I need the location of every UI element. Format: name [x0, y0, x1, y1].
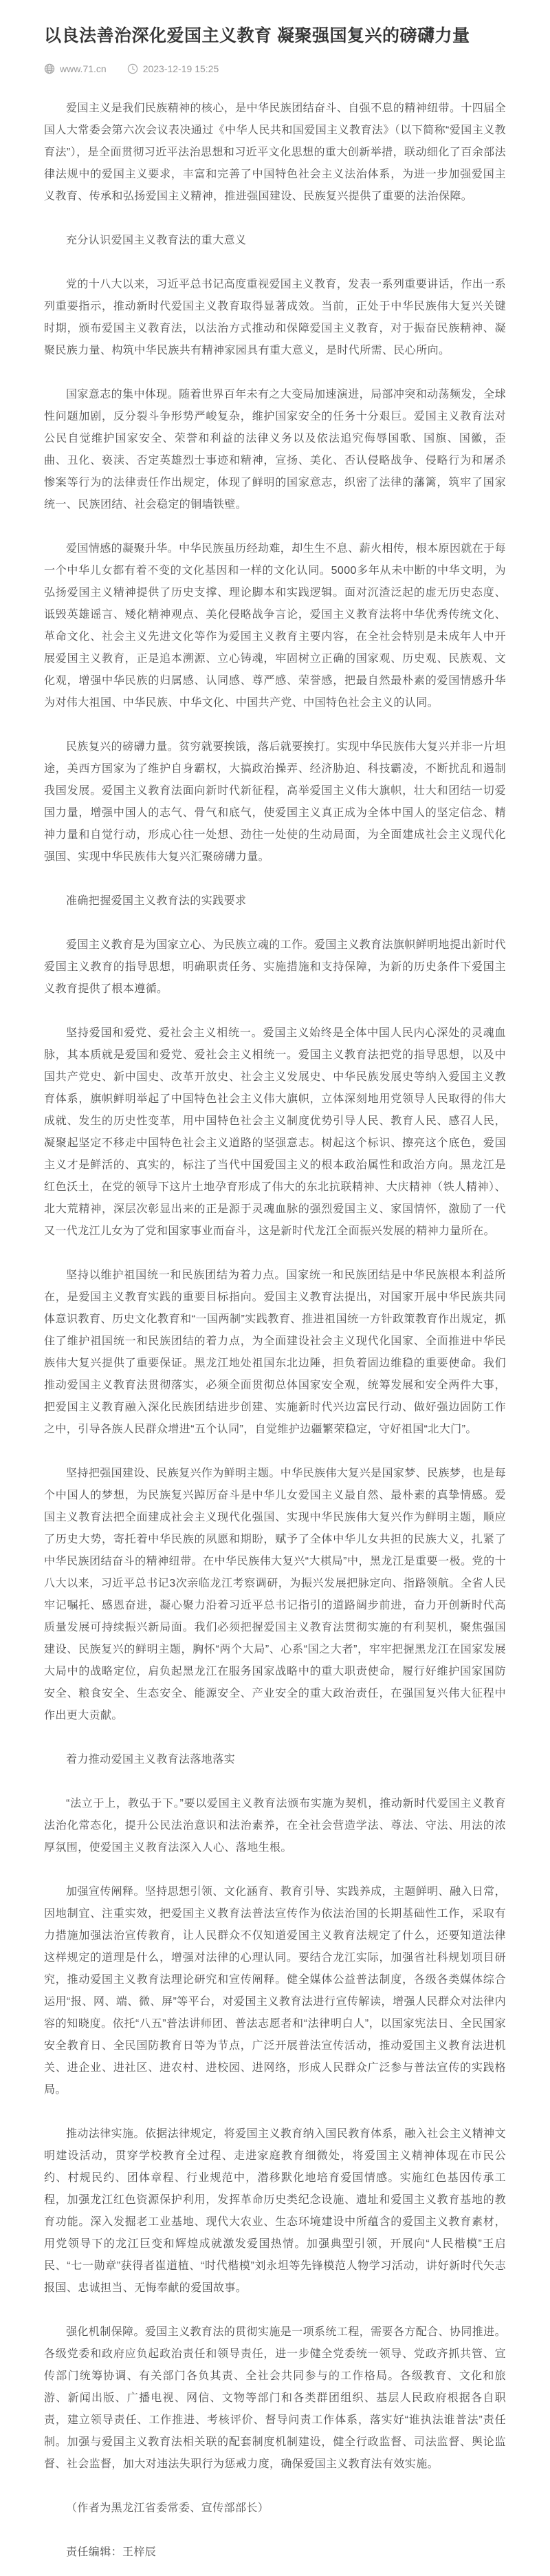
paragraph: 爱国主义教育是为国家立心、为民族立魂的工作。爱国主义教育法旗帜鲜明地提出新时代爱国主义教育的指导思想，明确职责任务、实施措施和支持保障，为新的历史条件下爱国主义教育提供了根本遵循。: [44, 939, 506, 996]
source-label: www.71.cn: [60, 63, 107, 75]
paragraph: 国家意志的集中体现。随着世界百年未有之大变局加速演进，局部冲突和动荡频发，全球性问题加剧，反分裂斗争形势严峻复杂，维护国家安全的任务十分艰巨。爱国主义教育法对公民自觉维护国家安全、荣誉和利益的法律义务以及依法追究侮辱国歌、国旗、国徽，歪曲、丑化、亵渎、否定英雄烈士事迹和精神，宣扬、美化、否认侵略战争、侵略行为和屠杀惨案等行为的法律责任作出规定，体现了鲜明的国家意志，织密了法律的藩篱，筑牢了国家统一、民族团结、社会稳定的铜墙铁壁。: [44, 389, 506, 511]
paragraph: 加强宣传阐释。坚持思想引领、文化涵育、教育引导、实践养成，主题鲜明、融入日常，因地制宜、注重实效，把爱国主义教育法普法宣传作为依法治国的长期基础性工作，采取有力措施加强法治宣传教育，让人民群众不仅知道爱国主义教育法规定了什么，还要知道法律这样规定的道理是什么，增强对法律的心理认同。要结合龙江实际，加强省社科规划项目研究，推动爱国主义教育法理论研究和宣传阐释。健全媒体公益普法制度，各级各类媒体综合运用“报、网、端、微、屏”等平台，对爱国主义教育法进行宣传解读，增强人民群众对法律内容的知晓度。依托“八五”普法讲师团、普法志愿者和“法律明白人”，以国家宪法日、全民国家安全教育日、全民国防教育日等为节点，广泛开展普法宣传活动，推动爱国主义教育法进机关、进企业、进社区、进农村、进校园、进网络，形成人民群众广泛参与普法宣传的实践格局。: [44, 1886, 506, 2096]
globe-icon: [44, 63, 55, 74]
paragraph: 推动法律实施。依据法律规定，将爱国主义教育纳入国民教育体系，融入社会主义精神文明建设活动，贯穿学校教育全过程、走进家庭教育细微处，将爱国主义精神体现在市民公约、村规民约、团体章程、行业规范中，潜移默化地培育爱国情感。实施红色基因传承工程，加强龙江红色资源保护利用，发挥革命历史类纪念设施、遗址和爱国主义教育基地的教育功能。深入发掘老工业基地、现代大农业、生态环境建设中所蕴含的爱国主义教育素材，用党领导下的龙江巨变和辉煌成就激发爱国热情。加强典型引领，开展向“人民楷模”王启民、“七一勋章”获得者崔道植、“时代楷模”刘永坦等先锋模范人物学习活动，讲好新时代矢志报国、忠诚担当、无悔奉献的爱国故事。: [44, 2128, 506, 2295]
clock-icon: [127, 63, 138, 74]
section-heading: 着力推动爱国主义教育法落地落实: [66, 1754, 236, 1766]
author-note: （作者为黑龙江省委常委、宣传部部长）: [66, 2502, 270, 2515]
paragraph: 坚持以维护祖国统一和民族团结为着力点。国家统一和民族团结是中华民族根本利益所在，是爱国主义教育实践的重要目标指向。爱国主义教育法提出，对国家开展中华民族共同体意识教育、历史文化教育和“一国两制”实践教育、推进祖国统一方针政策教育作出规定，抓住了维护祖国统一和民族团结的着力点，为全面建设社会主义现代化国家、全面推进中华民族伟大复兴提供了重要保证。黑龙江地处祖国东北边陲，担负着固边维稳的重要使命。我们推动爱国主义教育法贯彻落实，必须全面贯彻总体国家安全观，统筹发展和安全两件大事，把爱国主义教育融入深化民族团结进步创建、实施新时代兴边富民行动、做好强边固防工作之中，引导各族人民群众增进“五个认同”，自觉维护边疆繁荣稳定，守好祖国“北大门”。: [44, 1269, 506, 1436]
paragraph: 爱国主义是我们民族精神的核心，是中华民族团结奋斗、自强不息的精神纽带。十四届全国人大常委会第六次会议表决通过《中华人民共和国爱国主义教育法》（以下简称“爱国主义教育法”），是全面贯彻习近平法治思想和习近平文化思想的重大创新举措，联动细化了百余部法律法规中的爱国主义要求，丰富和完善了中国特色社会主义法治体系，为进一步加强爱国主义教育、传承和弘扬爱国主义精神，推进强国建设、民族复兴提供了重要的法治保障。: [44, 103, 506, 203]
editor-note: 责任编辑：王梓辰: [66, 2546, 157, 2559]
page-title: 以良法善治深化爱国主义教育 凝聚强国复兴的磅礴力量: [44, 26, 470, 45]
paragraph: 民族复兴的磅礴力量。贫穷就要挨饿，落后就要挨打。实现中华民族伟大复兴并非一片坦途，美西方国家为了维护自身霸权，大搞政治操弄、经济胁迫、科技霸凌，不断扰乱和遏制我国发展。爱国主义教育法面向新时代新征程，高举爱国主义伟大旗帜，壮大和团结一切爱国力量，增强中国人的志气、骨气和底气，使爱国主义真正成为全体中国人的坚定信念、精神力量和自觉行动，形成心往一处想、劲往一处使的生动局面，为全面建成社会主义现代化强国、实现中华民族伟大复兴汇聚磅礴力量。: [44, 741, 506, 863]
meta-time: [127, 63, 219, 74]
article-body: [44, 98, 506, 2564]
paragraph: “法立于上，教弘于下。”要以爱国主义教育法颁布实施为契机，推动新时代爱国主义教育法治化常态化，提升公民法治意识和法治素养，在全社会营造学法、尊法、守法、用法的浓厚氛围，使爱国主义教育法深入人心、落地生根。: [44, 1798, 506, 1854]
article-container: [44, 0, 506, 2564]
meta-source: [44, 63, 107, 74]
publish-time: 2023-12-19 15:25: [142, 63, 219, 75]
paragraph: 爱国情感的凝聚升华。中华民族虽历经劫难，却生生不息、薪火相传，根本原因就在于每一个中华儿女都有着不变的文化基因和一样的文化认同。5000多年从未中断的中华文明，为弘扬爱国主义精神提供了历史支撑、理论脚本和实践逻辑。面对沉渣泛起的虚无历史态度、诋毁英雄谣言、矮化精神观点、美化侵略战争言论，爱国主义教育法将中华优秀传统文化、革命文化、社会主义先进文化等作为爱国主义教育主要内容，在全社会特别是未成年人中开展爱国主义教育，正是追本溯源、立心铸魂，牢固树立正确的国家观、历史观、民族观、文化观，增强中华民族的归属感、认同感、尊严感、荣誉感，把最自然最朴素的爱国情感升华为对伟大祖国、中华民族、中华文化、中国共产党、中国特色社会主义的认同。: [44, 543, 506, 709]
paragraph: 坚持把强国建设、民族复兴作为鲜明主题。中华民族伟大复兴是国家梦、民族梦，也是每个中国人的梦想，为民族复兴踔厉奋斗是中华儿女爱国主义最自然、最朴素的真挚情感。爱国主义教育法把全面建成社会主义现代化强国、实现中华民族伟大复兴作为鲜明主题，顺应了历史大势，寄托着中华民族的夙愿和期盼，赋予了全体中华儿女共担的民族大义，扎紧了中华民族团结奋斗的精神纽带。在中华民族伟大复兴“大棋局”中，黑龙江是重要一极。党的十八大以来，习近平总书记3次亲临龙江考察调研，为振兴发展把脉定向、指路领航。全省人民牢记嘱托、感恩奋进，凝心聚力沿着习近平总书记指引的道路阔步前进，奋力开创新时代高质量发展可持续振兴新局面。我们必须把握爱国主义教育法贯彻实施的有利契机，聚焦强国建设、民族复兴的鲜明主题，胸怀“两个大局”、心系“国之大者”，牢牢把握黑龙江在国家发展大局中的战略定位，肩负起黑龙江在服务国家战略中的重大职责使命，履行好维护国家国防安全、粮食安全、生态安全、能源安全、产业安全的重大政治责任，在强国复兴伟大征程中作出更大贡献。: [44, 1468, 506, 1722]
paragraph: 强化机制保障。爱国主义教育法的贯彻实施是一项系统工程，需要各方配合、协同推进。各级党委和政府应负起政治责任和领导责任，进一步健全党委统一领导、党政齐抓共管、宣传部门统筹协调、有关部门各负其责、全社会共同参与的工作格局。各级教育、文化和旅游、新闻出版、广播电视、网信、文物等部门和各类群团组织、基层人民政府根据各自职责，建立领导责任、工作推进、考核评价、督导问责工作体系，落实好“谁执法谁普法”责任制。加强与爱国主义教育法相关联的配套制度机制建设，健全行政监督、司法监督、舆论监督、社会监督，加大对违法失职行为惩戒力度，确保爱国主义教育法有效实施。: [44, 2326, 506, 2471]
article-meta: [44, 63, 506, 74]
section-heading: 充分认识爱国主义教育法的重大意义: [66, 235, 247, 247]
paragraph: 党的十八大以来，习近平总书记高度重视爱国主义教育，发表一系列重要讲话，作出一系列重要指示，推动新时代爱国主义教育取得显著成效。当前，正处于中华民族伟大复兴关键时期，颁布爱国主义教育法，以法治方式推动和保障爱国主义教育，对于振奋民族精神、凝聚民族力量、构筑中华民族共有精神家园具有重大意义，是时代所需、民心所向。: [44, 279, 506, 357]
paragraph: 坚持爱国和爱党、爱社会主义相统一。爱国主义始终是全体中国人民内心深处的灵魂血脉，其本质就是爱国和爱党、爱社会主义相统一。爱国主义教育法把党的指导思想，以及中国共产党史、新中国史、改革开放史、社会主义发展史、中华民族发展史等纳入爱国主义教育体系，旗帜鲜明举起了中国特色社会主义伟大旗帜，立体深刻地用党领导人民取得的伟大成就、发生的历史性变革，用中国特色社会主义制度优势引导人民、教育人民、感召人民，凝聚起坚定不移走中国特色社会主义道路的坚强意志。树起这个标识、擦亮这个底色，爱国主义才是鲜活的、真实的，标注了当代中国爱国主义的根本政治属性和政治方向。黑龙江是红色沃土，在党的领导下这片土地孕育形成了伟大的东北抗联精神、大庆精神（铁人精神）、北大荒精神，深层次彰显出来的正是源于灵魂血脉的强烈爱国主义、家国情怀，激励了一代又一代龙江儿女为了党和国家事业而奋斗，这是新时代龙江全面振兴发展的精神力量所在。: [44, 1027, 506, 1238]
section-heading: 准确把握爱国主义教育法的实践要求: [66, 895, 247, 908]
